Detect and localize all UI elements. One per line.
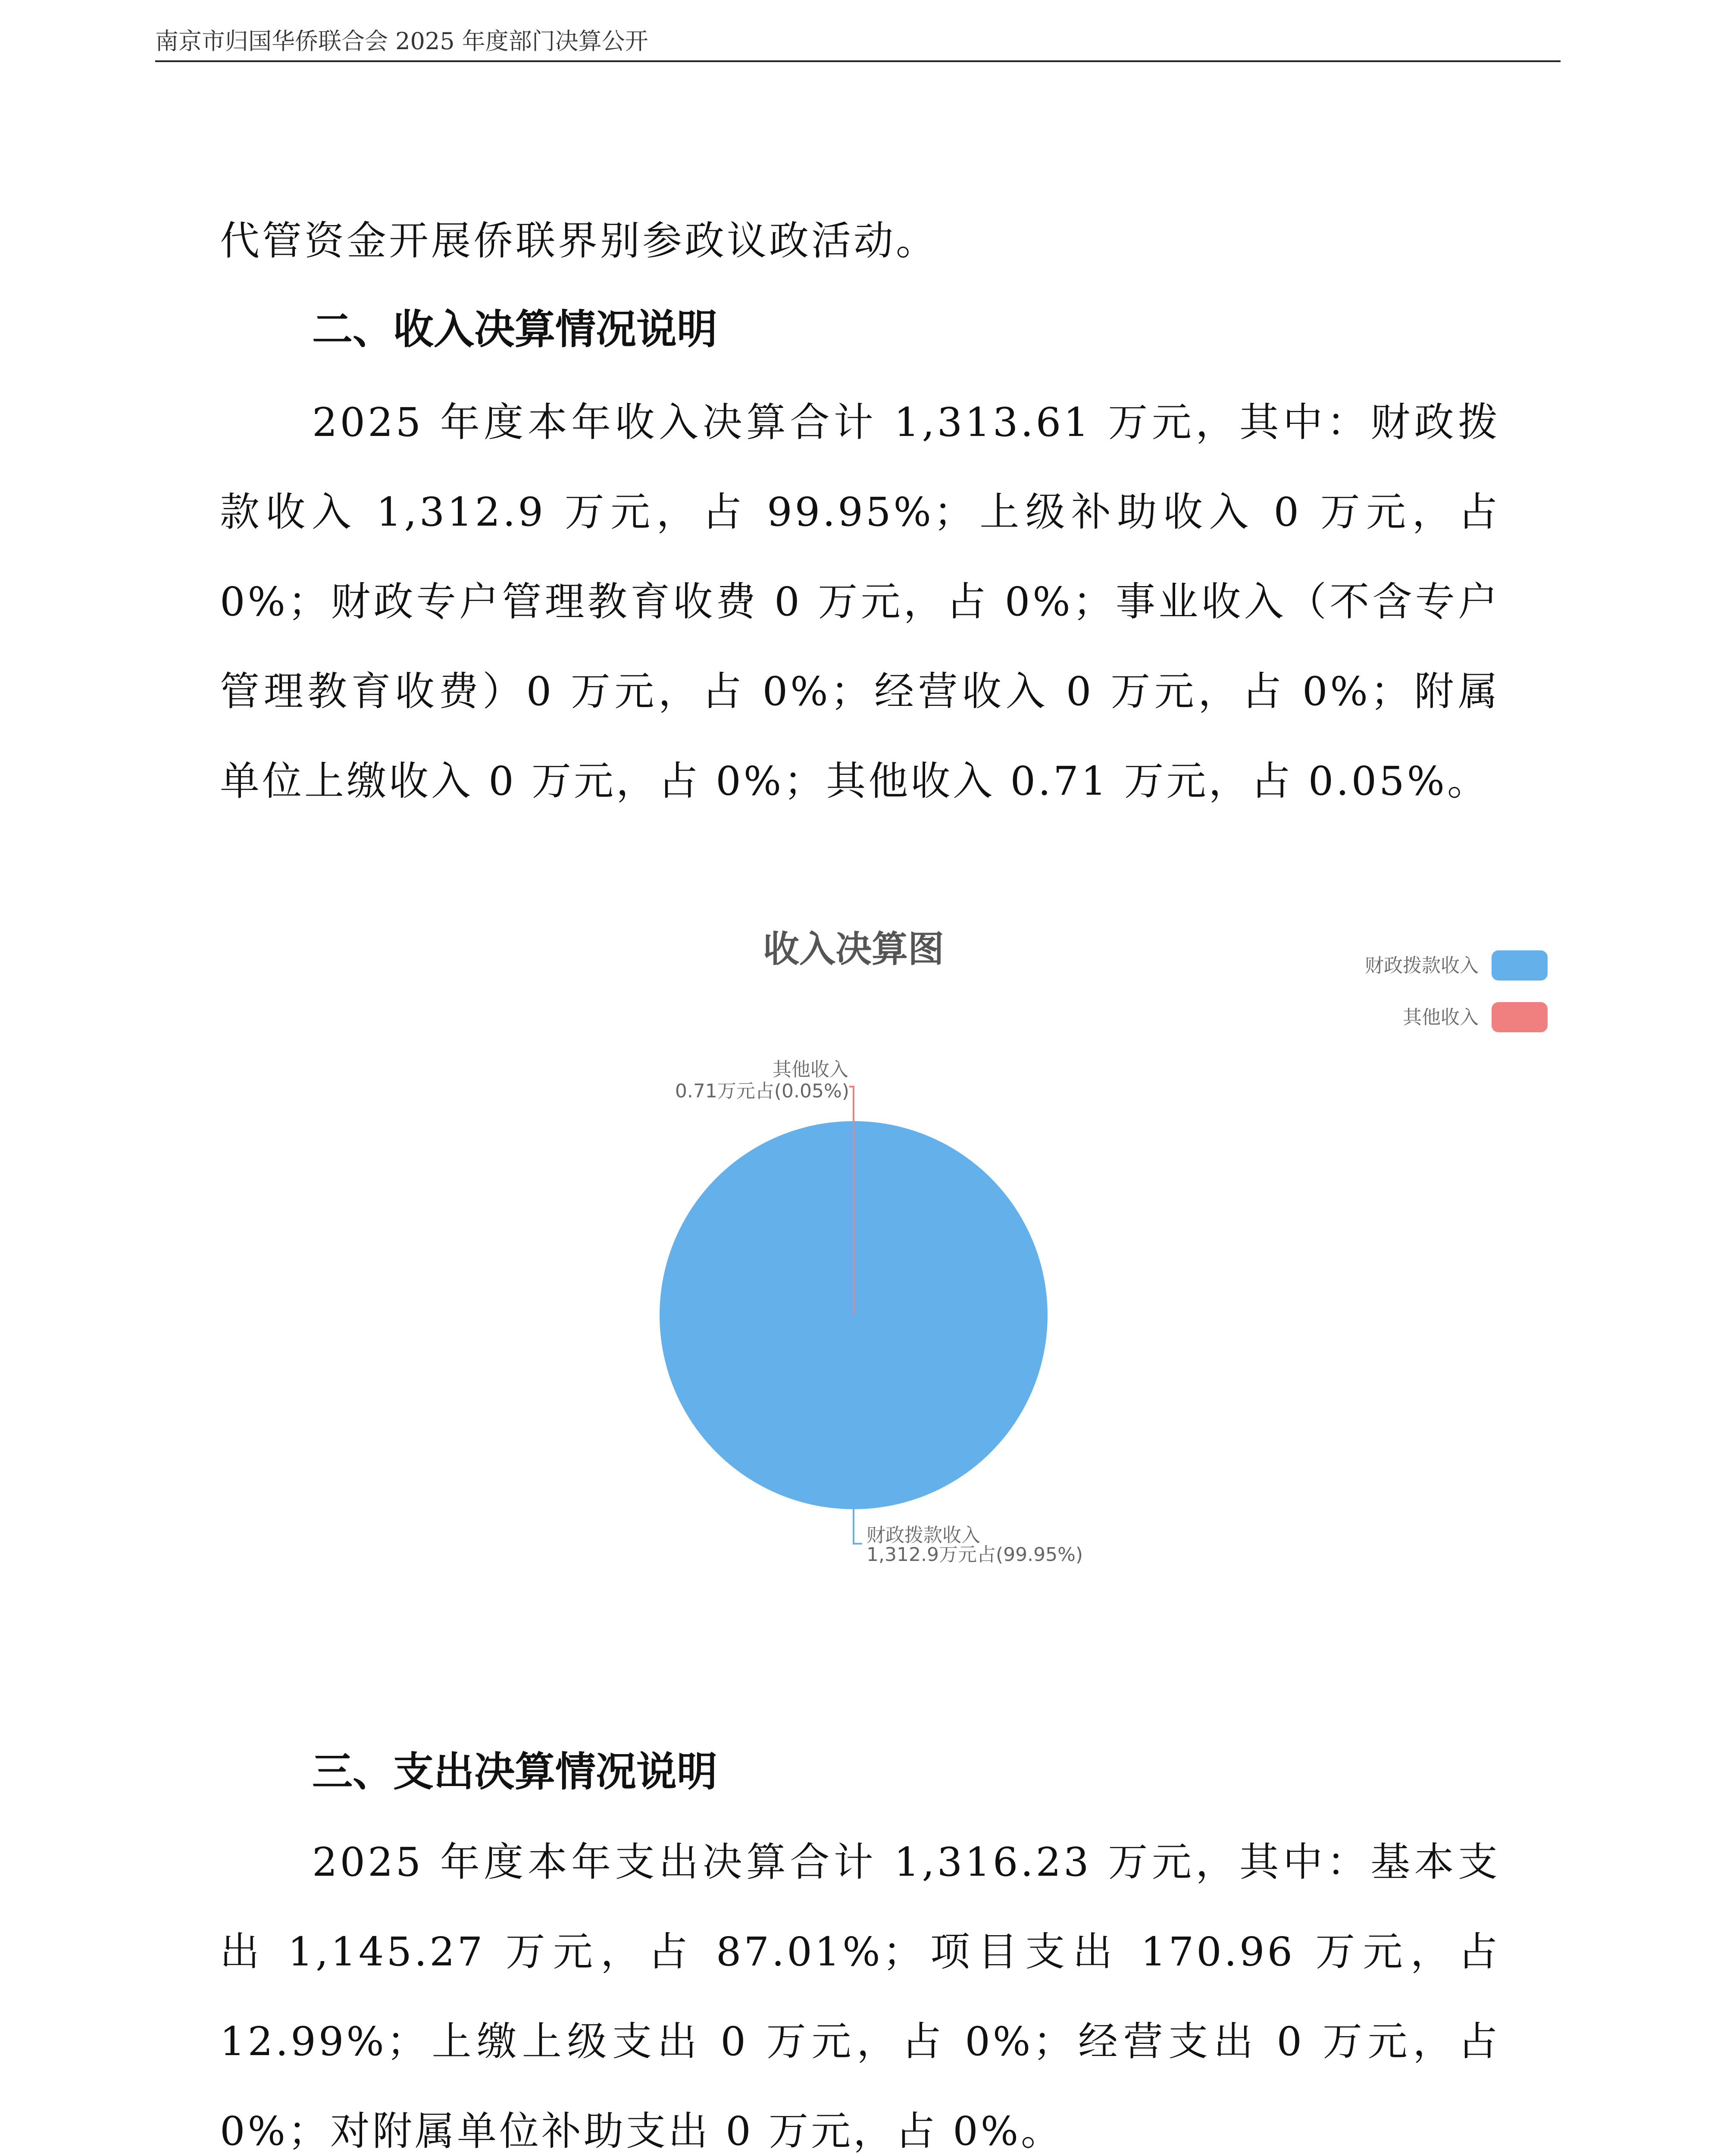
legend-label-other-income: 其他收入 [1403,1006,1479,1028]
section-heading-income: 二、收入决算情况说明 [312,306,718,353]
label-other-income-value: 0.71万元占(0.05%) [675,1080,849,1102]
chart-title: 收入决算图 [763,928,945,970]
continuation-paragraph: 代管资金开展侨联界别参政议政活动。 [220,218,938,264]
income-paragraph: 2025 年度本年收入决算合计 1,313.61 万元，其中：财政拨款收入 1,312.9 万元，占 99.95%；上级补助收入 0 万元，占 0%；财政专户管理教育收费 0 万元，占 0%；事业收入（不含专户管理教育收费）0 万元，占 0%；经营收入 0 万元，占 0%；附属单位上缴收入 0 万元，占 0%；其他收入 0.71 万元，占 0.05%。 [220,399,1500,804]
expense-paragraph: 2025 年度本年支出决算合计 1,316.23 万元，其中：基本支出 1,145.27 万元，占 87.01%；项目支出 170.96 万元，占 12.99%；上缴上级支出 0 万元，占 0%；经营支出 0 万元，占 0%；对附属单位补助支出 0 万元，占 0%。 [220,1839,1500,2154]
label-fiscal-income-name: 财政拨款收入 [866,1524,980,1546]
section-heading-expense: 三、支出决算情况说明 [312,1749,718,1796]
legend-label-fiscal-income: 财政拨款收入 [1365,955,1479,977]
income-pie-chart [560,914,1561,1604]
pie-chart-svg [560,914,1561,1604]
label-other-income-name: 其他收入 [773,1059,848,1081]
label-leader-fiscal-income [854,1509,862,1544]
legend-swatch-fiscal-income [1492,950,1548,981]
chart-legend [1365,950,1548,1032]
page-header: 南京市归国华侨联合会 2025 年度部门决算公开 [155,22,1561,62]
label-fiscal-income-value: 1,312.9万元占(99.95%) [866,1544,1083,1566]
label-leader-other-income [849,1087,854,1121]
pie-slices [660,1121,1048,1509]
legend-swatch-other-income [1492,1002,1548,1032]
